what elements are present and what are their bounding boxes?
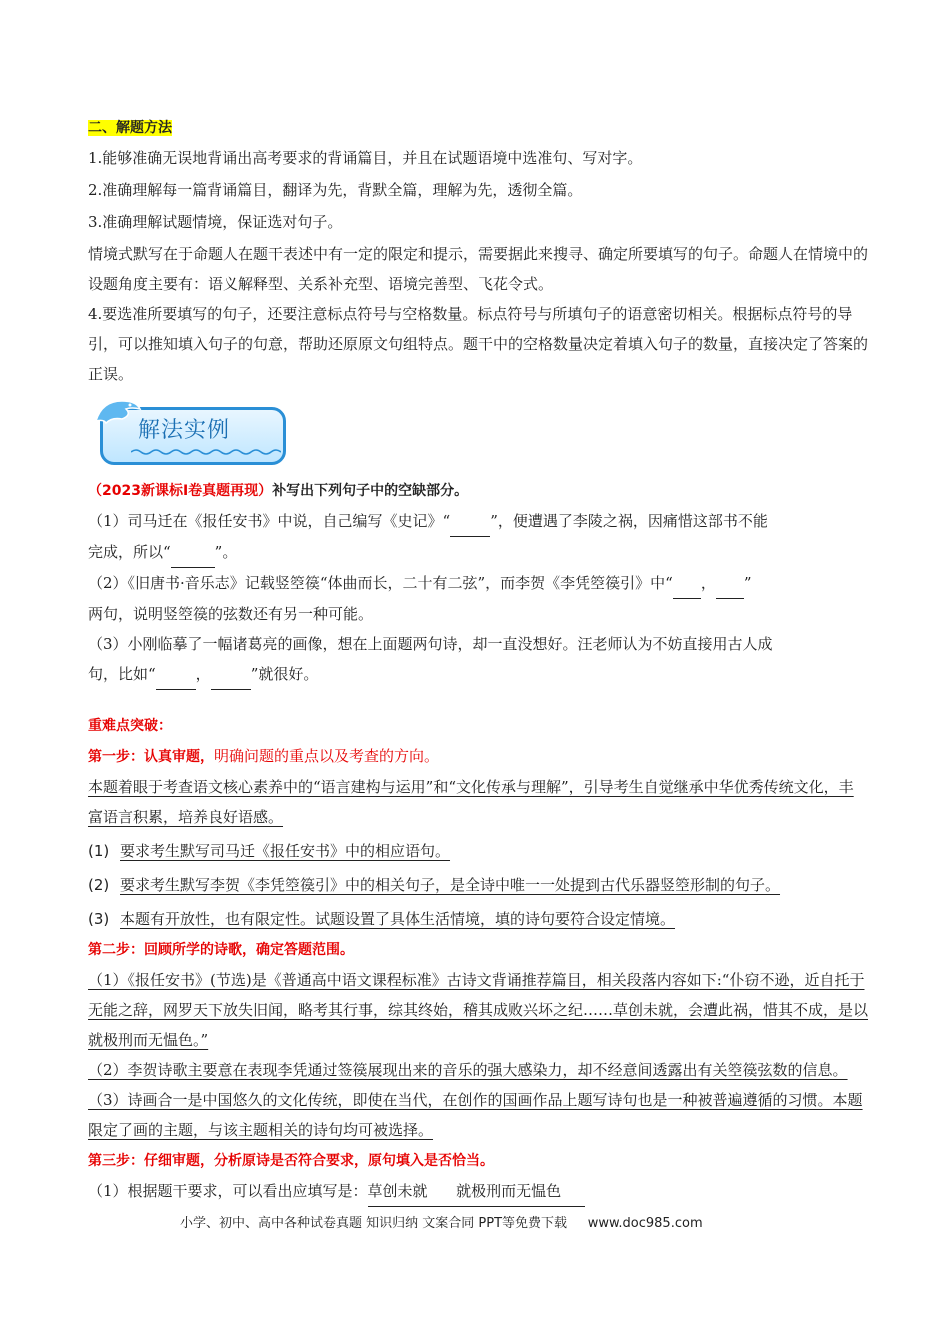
answer-2: 就极刑而无愠色: [456, 1176, 585, 1207]
answer-blank: [716, 568, 744, 599]
footer-url[interactable]: www.doc985.com: [587, 1216, 703, 1231]
step-2-paragraph-2: （2）李贺诗歌主要意在表现李凭通过签篌展现出来的音乐的强大感染力，却不经意间透露出有关箜篌弦数的信息。: [88, 1061, 848, 1079]
step-3-paragraph-1: （1）根据题干要求，可以看出应填写是：草创未就 就极刑而无愠色: [88, 1176, 868, 1207]
step-1-title: 第一步：认真审题，明确问题的重点以及考查的方向。: [88, 747, 440, 765]
banner-label: 解法实例: [138, 418, 231, 443]
method-item-2: 2.准确理解每一篇背诵篇目，翻译为先，背默全篇，理解为先，透彻全篇。: [88, 181, 583, 199]
method-item-1: 1.能够准确无误地背诵出高考要求的背诵篇目，并且在试题语境中选准句、写对字。: [88, 149, 643, 167]
dolphin-icon: [92, 395, 144, 431]
answer-blank: [211, 659, 251, 690]
answer-blank: [156, 659, 196, 690]
section-title-line: [88, 112, 868, 143]
step-1-item-1: (1) 要求考生默写司马迁《报任安书》中的相应语句。: [88, 842, 451, 860]
step-1-text: 本题着眼于考查语文核心素养中的“语言建构与运用”和“文化传承与理解”，引导考生自觉继承中华优秀传统文化，丰富语言积累，培养良好语感。: [88, 778, 854, 826]
example-banner: [96, 397, 286, 467]
question-1-line-1: （1）司马迁在《报任安书》中说，自己编写《史记》“ ”，便遭遇了李陵之祸，因痛惜这部书不能: [88, 506, 868, 537]
step-1-item-3: (3) 本题有开放性，也有限定性。试题设置了具体生活情境，填的诗句要符合设定情境。: [88, 910, 676, 928]
question-3-line-2: 句，比如“ ， ”就很好。: [88, 659, 868, 690]
answer-1: 草创未就: [368, 1176, 457, 1207]
method-item-3: 3.准确理解试题情境，保证选对句子。: [88, 213, 343, 231]
question-prompt: 补写出下列句子中的空缺部分。: [272, 483, 469, 499]
question-1-line-2: 完成，所以“ ”。: [88, 537, 868, 568]
question-2-line-2: 两句，说明竖箜篌的弦数还有另一种可能。: [88, 605, 374, 623]
step-2-paragraph-3: （3）诗画合一是中国悠久的文化传统，即使在当代，在创作的国画作品上题写诗句也是一种被普遍遵循的习惯。本题限定了画的主题，与该主题相关的诗句均可被选择。: [88, 1091, 863, 1139]
answer-blank: [171, 537, 215, 568]
question-source: （2023新课标Ⅰ卷真题再现）: [88, 483, 273, 499]
method-item-4: 4.要选准所要填写的句子，还要注意标点符号与空格数量。标点符号与所填句子的语意密切相关。根据标点符号的导引，可以推知填入句子的句意，帮助还原原文句组特点。题干中的空格数量决定着填入句子的数量，直接决定了答案的正误。: [88, 305, 869, 383]
analysis-heading: 重难点突破：: [88, 718, 172, 734]
method-paragraph: 情境式默写在于命题人在题干表述中有一定的限定和提示，需要据此来搜寻、确定所要填写的句子。命题人在情境中的设题角度主要有：语义解释型、关系补充型、语境完善型、飞花令式。: [88, 245, 869, 293]
step-3-title: 第三步：仔细审题，分析原诗是否符合要求，原句填入是否恰当。: [88, 1153, 494, 1169]
answer-blank: [673, 568, 701, 599]
document-body: [88, 112, 868, 1207]
question-2-line-1: （2）《旧唐书·音乐志》记载竖箜篌“体曲而长，二十有二弦”，而李贺《李凭箜篌引》中“ ， ”: [88, 568, 868, 599]
page-footer: [180, 1212, 703, 1231]
step-2-title: 第二步：回顾所学的诗歌，确定答题范围。: [88, 942, 354, 958]
step-2-paragraph-1: （1）《报任安书》(节选)是《普通高中语文课程标准》古诗文背诵推荐篇目，相关段落内容如下:“仆窃不逊，近自托于无能之辞，网罗天下放失旧闻，略考其行事，综其终始，稽其成败兴坏之纪……草创未就，会遭此祸，惜其不成，是以就极刑而无愠色。”: [88, 971, 869, 1049]
section-title: 二、解题方法: [88, 120, 172, 136]
wave-decoration-icon: [131, 448, 281, 456]
footer-text: 小学、初中、高中各种试卷真题 知识归纳 文案合同 PPT等免费下载: [180, 1216, 568, 1231]
step-1-item-2: (2) 要求考生默写李贺《李凭箜篌引》中的相关句子，是全诗中唯一一处提到古代乐器竖箜形制的句子。: [88, 876, 781, 894]
answer-blank: [450, 506, 490, 537]
question-3-line-1: （3）小刚临摹了一幅诸葛亮的画像，想在上面题两句诗，却一直没想好。汪老师认为不妨直接用古人成: [88, 635, 773, 653]
question-header: [88, 475, 868, 506]
